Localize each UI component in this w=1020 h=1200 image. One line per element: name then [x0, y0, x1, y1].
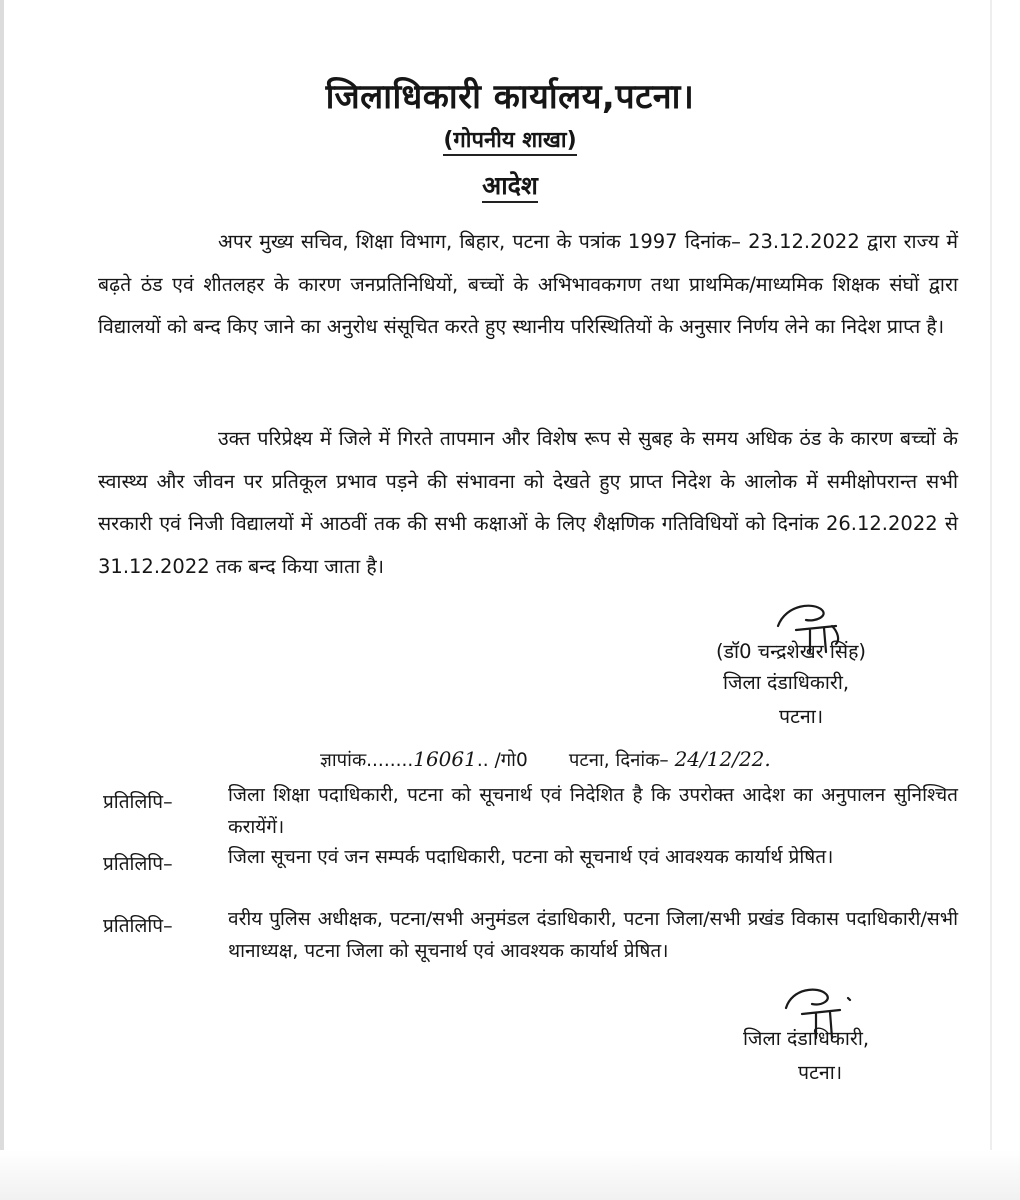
signatory-name: (डॉ0 चन्द्रशेखर सिंह)	[716, 640, 867, 663]
order-heading-label: आदेश	[482, 171, 538, 203]
memo-dots-right: ..	[476, 750, 489, 771]
copy-text-3: वरीय पुलिस अधीक्षक, पटना/सभी अनुमंडल दंडाधिकारी, पटना जिला/सभी प्रखंड विकास पदाधिकारी/सभी थानाध्यक्ष, पटना जिला को सूचनार्थ एवं आवश्यक कार्यार्थ प्रेषित।	[228, 908, 958, 962]
copy-text-2: जिला सूचना एवं जन सम्पर्क पदाधिकारी, पटना को सूचनार्थ एवं आवश्यक कार्यार्थ प्रेषित।	[228, 846, 834, 868]
copy-text-1: जिला शिक्षा पदाधिकारी, पटना को सूचनार्थ एवं निदेशित है कि उपरोक्त आदेश का अनुपालन सुनिश्चित करायेंगें।	[228, 784, 958, 838]
copy-label-1: प्रतिलिपि–	[103, 791, 173, 813]
copy-label-2: प्रतिलिपि–	[103, 853, 173, 875]
scan-bottom-shadow	[0, 1150, 1020, 1200]
copy-label-3: प्रतिलिपि–	[103, 915, 173, 937]
order-paragraph-2: उक्त परिप्रेक्ष्य में जिले में गिरते तापमान और विशेष रूप से सुबह के समय अधिक ठंड के कारण बच्चों के स्वास्थ्य और जीवन पर प्रतिकूल प्रभाव पड़ने की संभावना को देखते हुए प्राप्त निदेश के आलोक में समीक्षोपरान्त सभी सरकारी एवं निजी विद्यालयों में आठवीं तक की सभी कक्षाओं के लिए शैक्षणिक गतिविधियों को दिनांक 26.12.2022 से 31.12.2022 तक बन्द किया जाता है।	[98, 427, 958, 578]
memo-place-date-label: पटना, दिनांक–	[568, 750, 669, 771]
memo-prefix: ज्ञापांक	[320, 750, 367, 771]
order-heading	[0, 168, 1020, 202]
branch-label: (गोपनीय शाखा)	[443, 128, 576, 156]
signatory-place: पटना।	[779, 705, 824, 728]
order-paragraph-1: अपर मुख्य सचिव, शिक्षा विभाग, बिहार, पटना के पत्रांक 1997 दिनांक– 23.12.2022 द्वारा राज्य में बढ़ते ठंड एवं शीतलहर के कारण जनप्रतिनिधियों, बच्चों के अभिभावकगण तथा प्राथमिक/माध्यमिक शिक्षक संघों द्वारा विद्यालयों को बन्द किए जाने का अनुरोध संसूचित करते हुए स्थानीय परिस्थितियों के अनुसार निर्णय लेने का निदेश प्राप्त है।	[98, 230, 958, 338]
memo-office-code: /गो0	[494, 750, 528, 771]
memo-date: 24/12/22.	[674, 747, 771, 771]
office-title: जिलाधिकारी कार्यालय,पटना।	[325, 77, 695, 117]
memo-dots-left: ........	[366, 750, 414, 771]
signatory-designation: जिला दंडाधिकारी,	[723, 671, 850, 694]
memo-number: 16061	[413, 747, 477, 771]
closing-signatory-designation: जिला दंडाधिकारी,	[743, 1027, 870, 1050]
closing-signatory-place: पटना।	[798, 1061, 843, 1084]
branch-heading	[0, 124, 1020, 154]
memo-number-line	[320, 747, 771, 772]
